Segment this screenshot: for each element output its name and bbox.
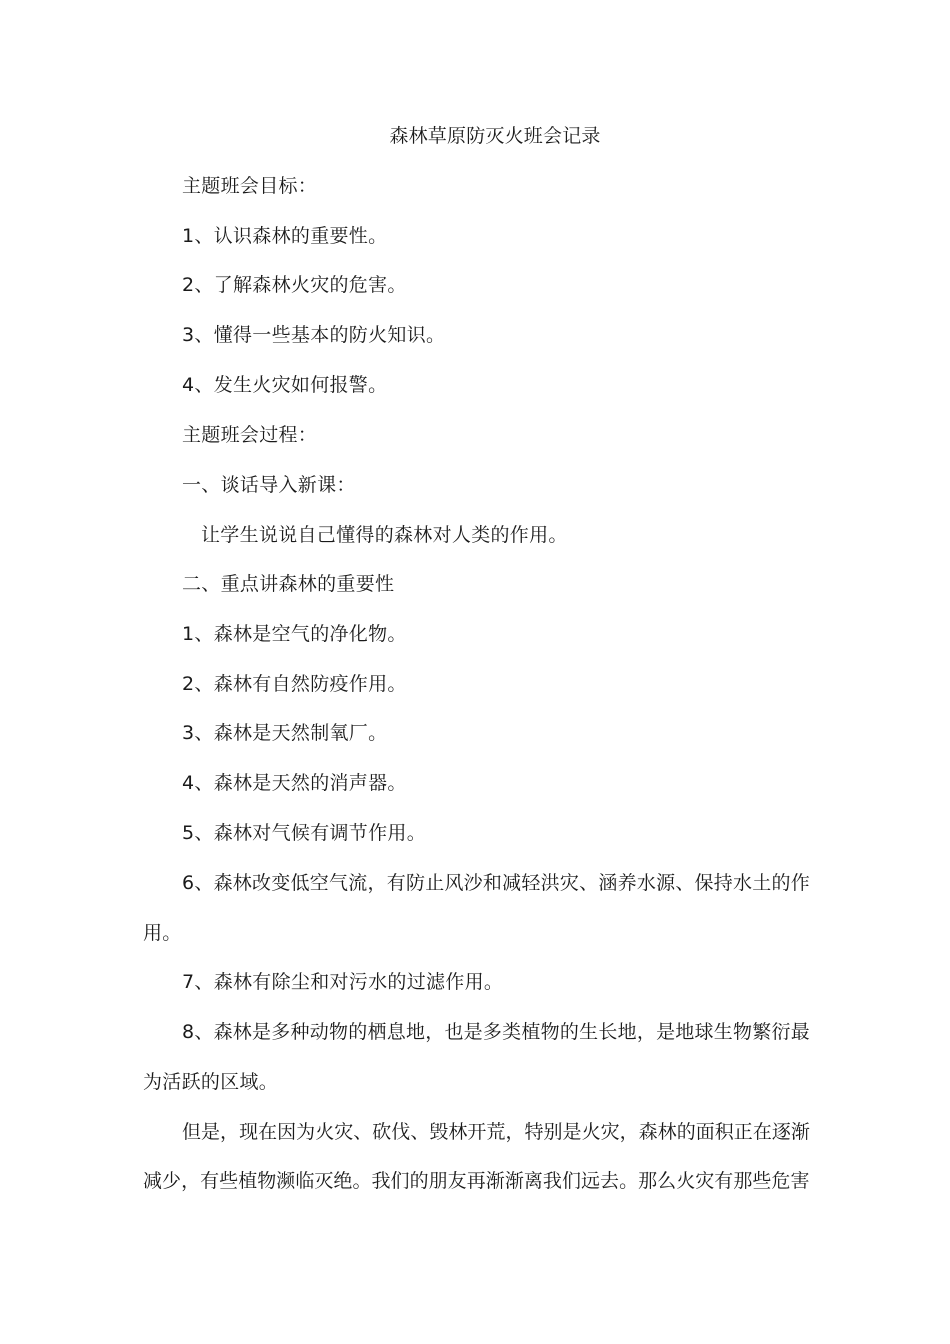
forest-point-1: 1、森林是空气的净化物。 <box>182 623 407 645</box>
forest-point-2: 2、森林有自然防疫作用。 <box>182 673 407 695</box>
goal-item-4: 4、发生火灾如何报警。 <box>182 374 388 396</box>
section-1-text: 让学生说说自己懂得的森林对人类的作用。 <box>201 524 568 546</box>
goal-item-3: 3、懂得一些基本的防火知识。 <box>182 324 446 346</box>
forest-point-3: 3、森林是天然制氧厂。 <box>182 722 388 744</box>
forest-point-5: 5、森林对气候有调节作用。 <box>182 822 426 844</box>
forest-point-6: 6、森林改变低空气流，有防止风沙和减轻洪灾、涵养水源、保持水土的作 <box>182 872 810 894</box>
process-heading: 主题班会过程： <box>182 424 318 446</box>
forest-point-6-cont: 用。 <box>143 922 182 944</box>
forest-point-8: 8、森林是多种动物的栖息地，也是多类植物的生长地，是地球生物繁衍最 <box>182 1021 810 1043</box>
paragraph-line-1: 但是，现在因为火灾、砍伐、毁林开荒，特别是火灾，森林的面积正在逐渐 <box>182 1121 810 1143</box>
document-title: 森林草原防灭火班会记录 <box>389 125 601 147</box>
forest-point-7: 7、森林有除尘和对污水的过滤作用。 <box>182 971 504 993</box>
goal-heading: 主题班会目标： <box>182 175 318 197</box>
section-2-heading: 二、重点讲森林的重要性 <box>182 573 395 595</box>
paragraph-line-2: 减少，有些植物濒临灭绝。我们的朋友再渐渐离我们远去。那么火灾有那些危害 <box>143 1170 810 1192</box>
goal-item-1: 1、认识森林的重要性。 <box>182 225 388 247</box>
forest-point-8-cont: 为活跃的区域。 <box>143 1071 279 1093</box>
forest-point-4: 4、森林是天然的消声器。 <box>182 772 407 794</box>
section-1-heading: 一、谈话导入新课： <box>182 474 356 496</box>
goal-item-2: 2、了解森林火灾的危害。 <box>182 274 407 296</box>
